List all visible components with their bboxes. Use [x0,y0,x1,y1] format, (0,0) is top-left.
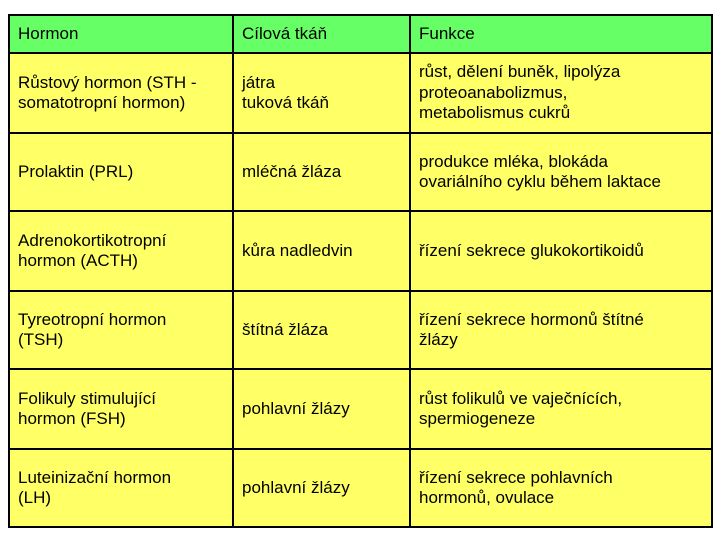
header-hormon: Hormon [9,15,233,53]
cell-funkce: růst folikulů ve vaječnících, spermiogeneze [410,369,712,449]
cell-hormon: Luteinizační hormon (LH) [9,449,233,527]
cell-tkan: štítná žláza [233,291,410,369]
cell-tkan: pohlavní žlázy [233,369,410,449]
cell-funkce: produkce mléka, blokáda ovariálního cyklu během laktace [410,133,712,211]
cell-tkan: játra tuková tkáň [233,53,410,133]
cell-hormon: Tyreotropní hormon (TSH) [9,291,233,369]
table-row [9,133,712,211]
table-row [9,53,712,133]
table-row [9,291,712,369]
header-cilova-tkan: Cílová tkáň [233,15,410,53]
cell-funkce: řízení sekrece pohlavních hormonů, ovulace [410,449,712,527]
cell-tkan: kůra nadledvin [233,211,410,291]
table-row [9,369,712,449]
cell-tkan: mléčná žláza [233,133,410,211]
cell-hormon: Folikuly stimulující hormon (FSH) [9,369,233,449]
cell-hormon: Prolaktin (PRL) [9,133,233,211]
cell-hormon: Růstový hormon (STH - somatotropní hormon) [9,53,233,133]
header-row [9,15,712,53]
cell-funkce: řízení sekrece hormonů štítné žlázy [410,291,712,369]
cell-tkan: pohlavní žlázy [233,449,410,527]
table-row [9,449,712,527]
header-funkce: Funkce [410,15,712,53]
cell-funkce: růst, dělení buněk, lipolýza proteoanabolizmus, metabolismus cukrů [410,53,712,133]
table-row [9,211,712,291]
cell-hormon: Adrenokortikotropní hormon (ACTH) [9,211,233,291]
cell-funkce: řízení sekrece glukokortikoidů [410,211,712,291]
hormone-table [8,14,713,528]
table-body [9,15,712,527]
